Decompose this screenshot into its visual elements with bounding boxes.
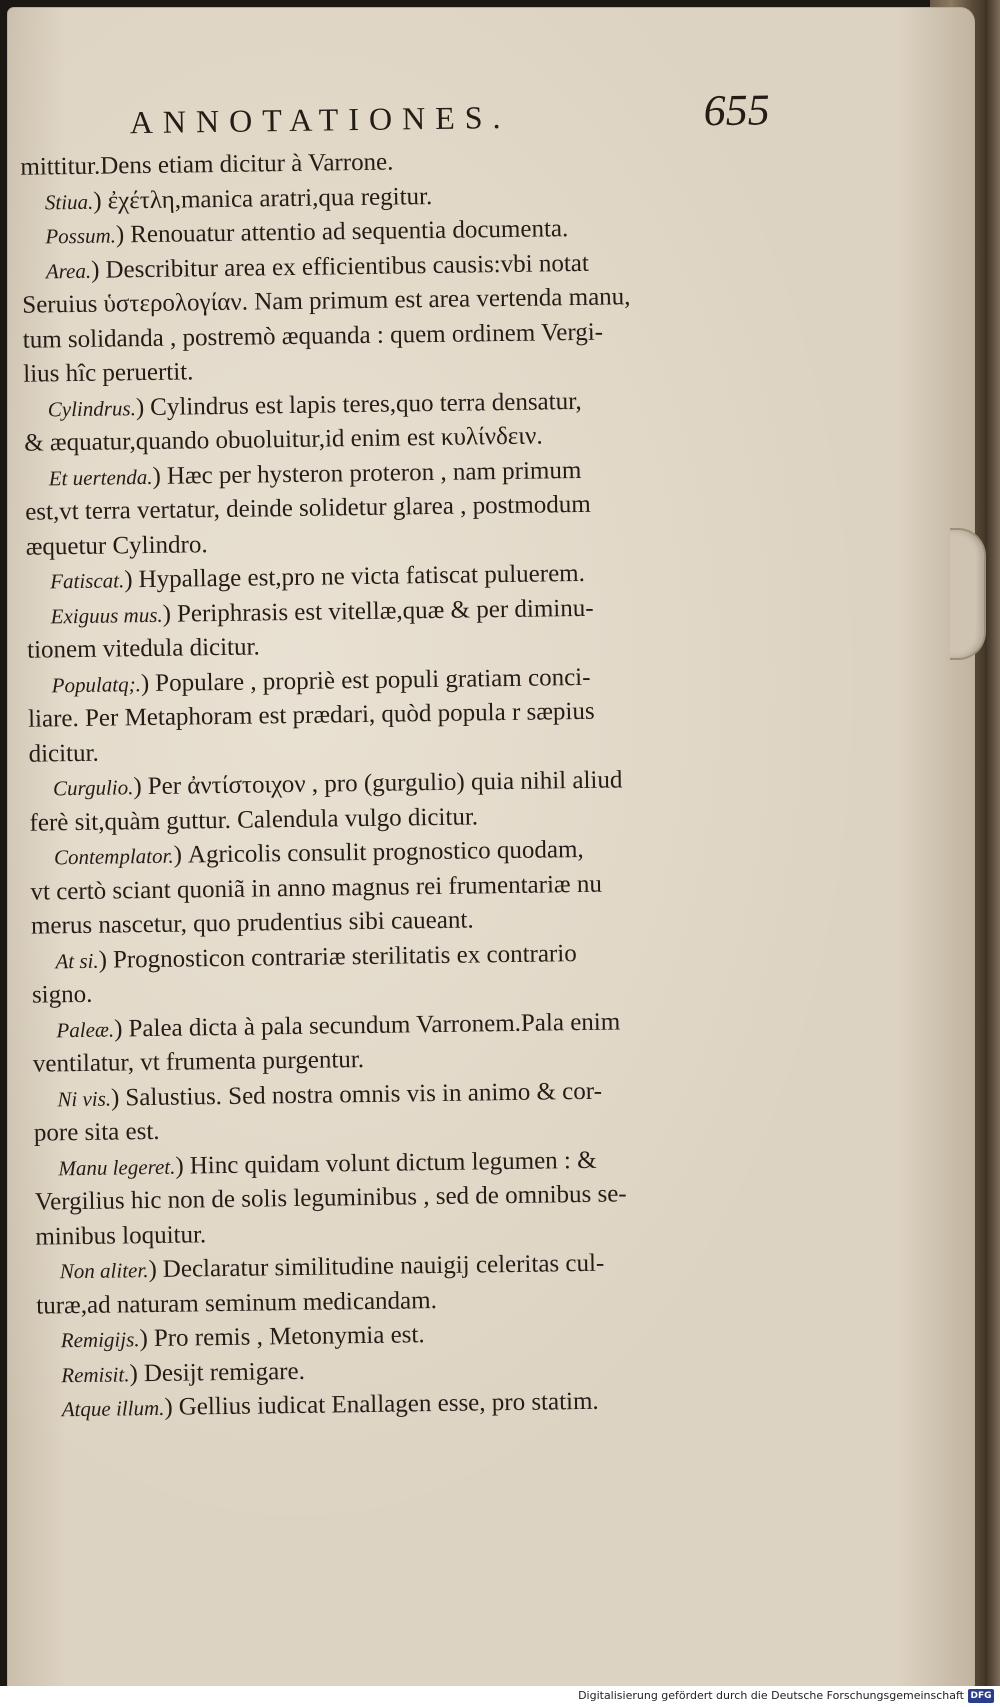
annotation-text: Populare , propriè est populi gratiam conci- (155, 663, 591, 697)
annotation-lemma: At si. (55, 948, 99, 973)
annotation-text: Desijt remigare. (143, 1357, 306, 1387)
annotation-lemma: Fatiscat. (50, 568, 125, 594)
page-tab-marker (950, 528, 986, 660)
annotation-lemma: Remisit. (61, 1361, 130, 1387)
annotation-text: tionem vitedula dicitur. (26, 633, 260, 664)
footer-credit: Digitalisierung gefördert durch die Deutsche Forschungsgemeinschaft (578, 1689, 964, 1702)
annotation-lemma: Populatq;. (51, 671, 142, 697)
annotation-text: & æquatur,quando obuoluitur,id enim est κυλίνδειν. (24, 422, 543, 457)
annotation-text: liare. Per Metaphoram est prædari, quòd popula r sæpius (27, 697, 595, 733)
page-header (129, 84, 770, 144)
annotation-lemma: Cylindrus. (47, 395, 137, 421)
annotation-text: Prognosticon contrariæ sterilitatis ex contrario (112, 939, 577, 974)
annotation-lemma: Exiguus mus. (50, 602, 163, 628)
lemma-close-paren: ) (113, 1014, 123, 1043)
annotation-lemma: Atque illum. (61, 1395, 165, 1422)
lemma-close-paren: ) (148, 1255, 158, 1284)
lemma-close-paren: ) (93, 187, 102, 215)
book-page (8, 8, 974, 1698)
annotation-text: æquetur Cylindro. (25, 530, 208, 561)
annotation-text: Palea dicta à pala secundum Varronem.Pala enim (128, 1007, 621, 1042)
lemma-close-paren: ) (135, 393, 145, 421)
annotation-lemma: Ni vis. (57, 1086, 112, 1111)
annotation-text: Declaratur similitudine nauigij celeritas cul- (162, 1249, 605, 1283)
annotation-text: ἐχέτλη,manica aratri,qua regitur. (107, 182, 433, 215)
lemma-close-paren: ) (110, 1083, 120, 1112)
annotation-text: tum solidanda , postremò æquanda : quem ordinem Vergi- (22, 318, 604, 354)
annotation-text: Seruius ὑστερολογίαν. Nam primum est area vertenda manu, (22, 283, 631, 319)
annotation-text: Agricolis consulit prognostico quodam, (187, 835, 584, 869)
annotation-lemma: Paleæ. (56, 1017, 115, 1042)
annotation-text: pore sita est. (33, 1117, 160, 1147)
annotation-text: vt certò sciant quoniã in anno magnus rei frumentariæ nu (30, 870, 603, 906)
lemma-close-paren: ) (152, 462, 162, 490)
annotation-text: signo. (31, 980, 93, 1009)
page-text-block (0, 2, 988, 1705)
annotation-lemma: Stiua. (44, 189, 94, 214)
annotation-text: Per ἀντίστοιχον , pro (gurgulio) quia nihil aliud (147, 766, 623, 801)
dfg-logo: DFG (968, 1689, 994, 1703)
page-number: 655 (703, 85, 771, 136)
annotation-text: est,vt terra vertatur, deinde solidetur glarea , postmodum (25, 490, 591, 526)
annotation-lemma: Non aliter. (59, 1258, 149, 1284)
annotation-text: ventilatur, vt frumenta purgentur. (32, 1046, 365, 1078)
annotation-text: minibus loquitur. (35, 1220, 207, 1251)
annotation-text: Vergilius hic non de solis leguminibus , sed de omnibus se- (34, 1180, 627, 1216)
annotation-text: Hypallage est,pro ne victa fatiscat puluerem. (138, 559, 586, 594)
annotation-text: lius hîc peruertit. (23, 358, 194, 388)
annotation-text: mittitur.Dens etiam dicitur à Varrone. (20, 148, 394, 181)
annotation-lemma: Manu legeret. (58, 1154, 176, 1180)
lemma-close-paren: ) (162, 600, 172, 628)
annotation-lemma: Possum. (45, 223, 117, 249)
lemma-close-paren: ) (129, 1359, 139, 1387)
annotation-text: turæ,ad naturam seminum medicandam. (36, 1286, 438, 1320)
annotation-lemma: Et uertenda. (48, 464, 153, 490)
lemma-close-paren: ) (175, 1152, 184, 1180)
lemma-close-paren: ) (164, 1393, 173, 1421)
annotation-lemma: Contemplator. (53, 843, 174, 870)
annotation-text: Periphrasis est vitellæ,quæ & per diminu- (176, 594, 594, 628)
lemma-close-paren: ) (90, 256, 100, 284)
lemma-close-paren: ) (133, 773, 142, 801)
annotation-text: dicitur. (28, 739, 99, 768)
lemma-close-paren: ) (173, 841, 183, 869)
annotation-text: Pro remis , Metonymia est. (153, 1321, 425, 1353)
annotation-text: Salustius. Sed nostra omnis vis in animo & cor- (125, 1077, 603, 1111)
annotation-lemma: Remigijs. (60, 1327, 140, 1353)
binding-edge (985, 0, 1000, 1707)
lemma-close-paren: ) (139, 1325, 149, 1353)
annotation-text: merus nascetur, quo prudentius sibi caueant. (30, 906, 474, 940)
annotation-text: Cylindrus est lapis teres,quo terra densatur, (149, 387, 582, 421)
annotation-text: ferè sit,quàm guttur. Calendula vulgo dicitur. (29, 802, 479, 837)
annotation-lemma: Area. (45, 258, 92, 283)
annotation-text: Renouatur attentio ad sequentia documenta. (130, 215, 569, 249)
annotation-text: Gellius iudicat Enallagen esse, pro statim. (178, 1387, 599, 1421)
lemma-close-paren: ) (124, 566, 133, 594)
annotation-text: Hæc per hysteron proteron , nam primum (166, 456, 582, 490)
annotation-entries (20, 141, 768, 1428)
lemma-close-paren: ) (115, 221, 125, 249)
lemma-close-paren: ) (140, 669, 150, 697)
running-head: ANNOTATIONES. (129, 98, 511, 141)
lemma-close-paren: ) (98, 946, 108, 974)
annotation-text: Hinc quidam volunt dictum legumen : & (189, 1146, 597, 1179)
annotation-lemma: Curgulio. (52, 775, 134, 801)
annotation-text: Describitur area ex efficientibus causis:vbi notat (105, 249, 590, 284)
